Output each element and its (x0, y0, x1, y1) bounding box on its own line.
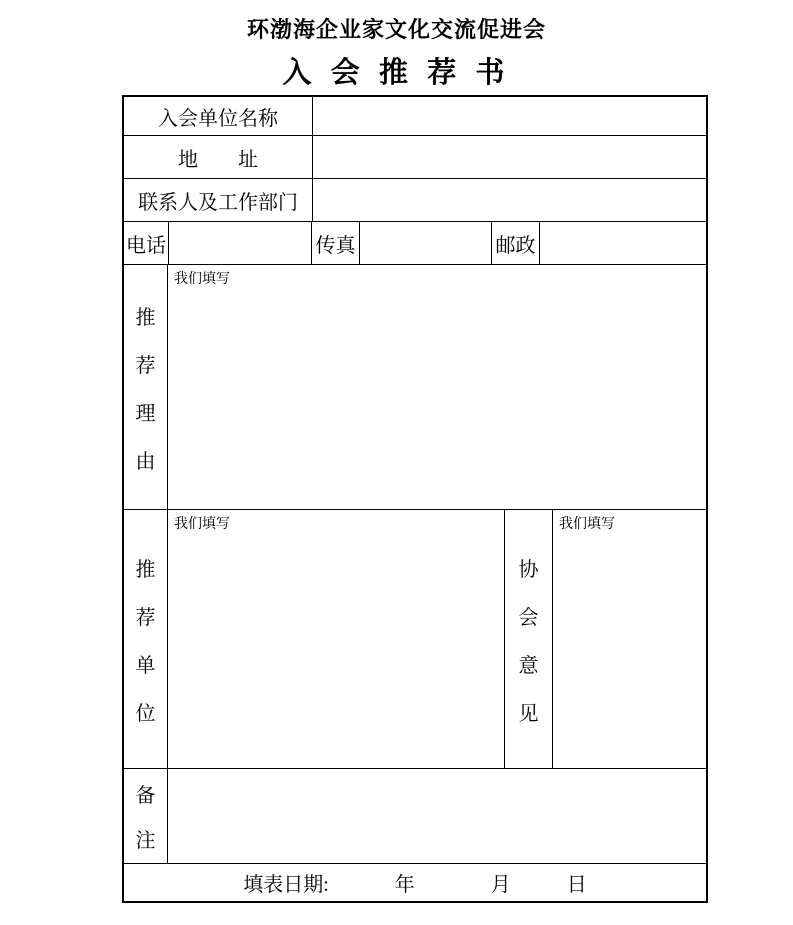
remarks-vertical-label (124, 769, 168, 863)
org-title: 环渤海企业家文化交流促进会 (246, 17, 546, 42)
remarks-value-cell[interactable] (168, 769, 706, 863)
fill-date-cell[interactable] (124, 864, 706, 901)
postal-value-cell[interactable] (540, 222, 706, 264)
row-recommender-and-opinion (124, 510, 706, 769)
opinion-vertical-label (505, 510, 553, 768)
phone-label: 电话 (124, 222, 169, 264)
form-title: 入 会 推 荐 书 (282, 57, 511, 89)
row-remarks (124, 769, 706, 864)
remarks-label-char: 注 (135, 830, 156, 852)
address-value-cell[interactable] (313, 136, 706, 178)
month-label: 月 (490, 874, 511, 896)
reason-label-char: 理 (135, 402, 156, 425)
row-fill-date (124, 864, 706, 901)
opinion-label-char: 会 (518, 606, 539, 629)
unit-name-label: 入会单位名称 (124, 97, 313, 135)
contact-value-cell[interactable] (313, 179, 706, 221)
opinion-label-char: 意 (518, 654, 539, 677)
row-unit-name (124, 97, 706, 136)
fill-date-label: 填表日期: (243, 874, 329, 896)
recommender-label-char: 推 (135, 558, 156, 581)
reason-vertical-label (124, 265, 168, 509)
opinion-label-char: 协 (518, 558, 539, 581)
address-label: 地 址 (124, 136, 313, 178)
day-label: 日 (566, 874, 587, 896)
recommender-label-char: 单 (135, 654, 156, 677)
row-recommendation-reason (124, 265, 706, 510)
fax-label: 传真 (312, 222, 360, 264)
fax-value-cell[interactable] (360, 222, 492, 264)
phone-value-cell[interactable] (169, 222, 312, 264)
opinion-label-char: 见 (518, 702, 539, 725)
reason-value-cell[interactable] (168, 265, 706, 509)
reason-label-char: 由 (135, 450, 156, 473)
reason-label-char: 推 (135, 306, 156, 329)
recommender-label-char: 位 (135, 702, 156, 725)
unit-name-value-cell[interactable] (313, 97, 706, 135)
row-contact (124, 179, 706, 222)
year-label: 年 (394, 874, 415, 896)
recommender-label-char: 荐 (135, 606, 156, 629)
postal-label: 邮政 (492, 222, 540, 264)
recommender-vertical-label (124, 510, 168, 768)
fill-in-note: 我们填写 (559, 517, 615, 532)
contact-label: 联系人及工作部门 (124, 179, 313, 221)
row-phone-fax-postal (124, 222, 706, 265)
row-address (124, 136, 706, 179)
fill-in-note: 我们填写 (174, 517, 230, 532)
fill-in-note: 我们填写 (174, 272, 230, 287)
recommender-value-cell[interactable] (168, 510, 505, 768)
opinion-value-cell[interactable] (553, 510, 706, 768)
membership-form-table (122, 95, 708, 903)
reason-label-char: 荐 (135, 354, 156, 377)
remarks-label-char: 备 (135, 785, 156, 807)
